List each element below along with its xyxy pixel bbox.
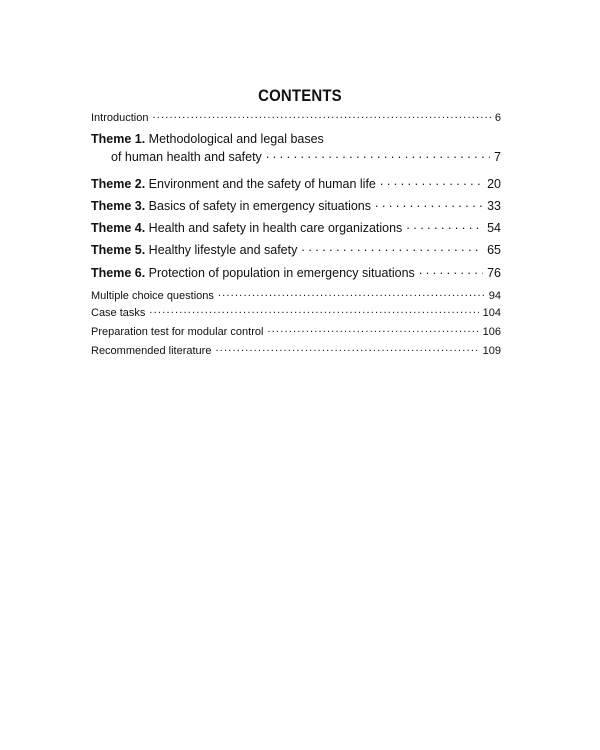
toc-entry-theme-6 <box>91 264 501 280</box>
page-title: CONTENTS <box>258 86 342 105</box>
toc-entry-page: 109 <box>482 345 501 357</box>
dot-leader <box>301 241 483 254</box>
toc-entry-theme-3 <box>91 197 501 213</box>
toc-entry-page: 54 <box>487 220 501 235</box>
toc-entry-page: 65 <box>487 242 501 257</box>
toc-entry-label: Case tasks <box>91 307 146 319</box>
toc-entry-page: 106 <box>482 326 501 338</box>
toc-entry-label: Recommended literature <box>91 345 212 357</box>
toc-entry-page: 20 <box>487 176 501 191</box>
dot-leader <box>380 175 483 188</box>
toc-entry-introduction <box>91 110 501 124</box>
theme-number: Theme 3. <box>91 198 146 213</box>
dot-leader <box>215 343 478 354</box>
toc-entry-page: 104 <box>482 307 501 319</box>
theme-number: Theme 2. <box>91 176 146 191</box>
theme-number: Theme 1. <box>91 132 146 146</box>
dot-leader <box>267 324 478 335</box>
dot-leader <box>406 219 483 232</box>
toc-entry-label: Protection of population in emergency situations <box>148 265 415 280</box>
theme-number: Theme 6. <box>91 265 146 280</box>
toc-entry-label: Multiple choice questions <box>91 290 214 302</box>
toc-entry-multiple-choice <box>91 288 501 302</box>
toc-entry-case-tasks <box>91 305 501 319</box>
toc-entry-label: Introduction <box>91 112 149 124</box>
toc-entry-label: Environment and the safety of human life <box>148 176 376 191</box>
toc-entry-page: 7 <box>494 149 501 164</box>
theme-number: Theme 4. <box>91 220 146 235</box>
toc-entry-label: Health and safety in health care organizations <box>148 220 403 235</box>
dot-leader <box>218 288 485 299</box>
toc-entry-theme-5 <box>91 241 501 257</box>
dot-leader <box>375 197 483 210</box>
toc-entry-label: Preparation test for modular control <box>91 326 264 338</box>
dot-leader <box>419 264 483 277</box>
toc-entry-recommended-literature <box>91 343 501 357</box>
toc-entry-label-line1: Methodological and legal bases <box>148 132 324 146</box>
toc-entry-preparation-test <box>91 324 501 338</box>
toc-entry-page: 33 <box>487 198 501 213</box>
toc-entry-theme-2 <box>91 175 501 191</box>
toc-entry-theme-1 <box>91 132 501 164</box>
toc-entry-page: 6 <box>494 112 501 124</box>
dot-leader <box>149 305 478 316</box>
toc-entry-page: 94 <box>488 290 501 302</box>
toc-entry-theme-4 <box>91 219 501 235</box>
toc-entry-label: Healthy lifestyle and safety <box>148 242 298 257</box>
toc-entry-label-line2: of human health and safety <box>111 149 262 164</box>
dot-leader <box>152 110 490 121</box>
dot-leader <box>266 148 490 161</box>
toc-entry-label: Basics of safety in emergency situations <box>148 198 371 213</box>
theme-number: Theme 5. <box>91 242 146 257</box>
toc-entry-page: 76 <box>487 265 501 280</box>
